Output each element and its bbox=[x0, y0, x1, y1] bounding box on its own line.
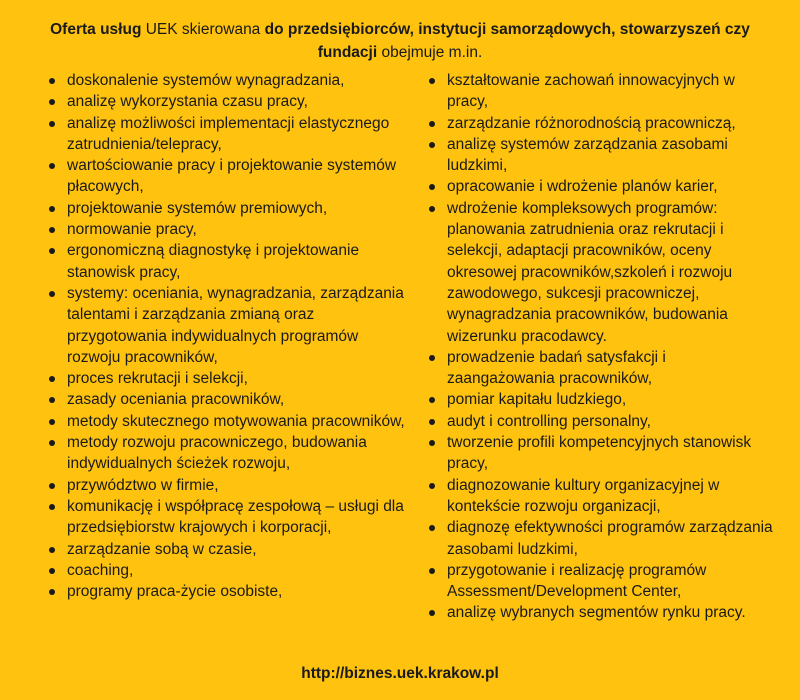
list-item: diagnozę efektywności programów zarządzania zasobami ludzkimi, bbox=[427, 517, 777, 560]
list-item: doskonalenie systemów wynagradzania, bbox=[47, 70, 405, 91]
list-item: wdrożenie kompleksowych programów: planowania zatrudnienia oraz rekrutacji i selekcji, adaptacji pracowników, oceny okresowej pracowników,szkoleń i rozwoju zawodowego, sukcesji pracowniczej, wynagradzania pracowników, budowania wizerunku pracodawcy. bbox=[427, 198, 777, 347]
list-item: coaching, bbox=[47, 560, 405, 581]
list-item: proces rekrutacji i selekcji, bbox=[47, 368, 405, 389]
list-item: projektowanie systemów premiowych, bbox=[47, 198, 405, 219]
list-item: analizę możliwości implementacji elastycznego zatrudnienia/telepracy, bbox=[47, 113, 405, 156]
list-item: analizę wykorzystania czasu pracy, bbox=[47, 91, 405, 112]
list-item: ergonomiczną diagnostykę i projektowanie stanowisk pracy, bbox=[47, 240, 405, 283]
website-url: http://biznes.uek.krakow.pl bbox=[301, 665, 499, 682]
list-item: metody skutecznego motywowania pracowników, bbox=[47, 411, 405, 432]
list-item: kształtowanie zachowań innowacyjnych w pracy, bbox=[427, 70, 777, 113]
list-item: analizę wybranych segmentów rynku pracy. bbox=[427, 602, 777, 623]
list-item: zasady oceniania pracowników, bbox=[47, 389, 405, 410]
list-item: analizę systemów zarządzania zasobami ludzkimi, bbox=[427, 134, 777, 177]
list-item: przygotowanie i realizację programów Assessment/Development Center, bbox=[427, 560, 777, 603]
list-item: programy praca-życie osobiste, bbox=[47, 581, 405, 602]
list-item: normowanie pracy, bbox=[47, 219, 405, 240]
heading-bold-1: Oferta usług bbox=[50, 21, 142, 38]
right-services-list bbox=[427, 70, 777, 624]
list-item: metody rozwoju pracowniczego, budowania indywidualnych ścieżek rozwoju, bbox=[47, 432, 405, 475]
list-item: komunikację i współpracę zespołową – usługi dla przedsiębiorstw krajowych i korporacji, bbox=[47, 496, 405, 539]
list-item: pomiar kapitału ludzkiego, bbox=[427, 389, 777, 410]
heading-text-4: obejmuje m.in. bbox=[377, 44, 483, 61]
heading-bold-3: do przedsiębiorców, instytucji samorządowych, stowarzyszeń czy fundacji bbox=[264, 21, 750, 61]
list-item: audyt i controlling personalny, bbox=[427, 411, 777, 432]
list-item: opracowanie i wdrożenie planów karier, bbox=[427, 176, 777, 197]
list-item: prowadzenie badań satysfakcji i zaangażowania pracowników, bbox=[427, 347, 777, 390]
list-item: przywództwo w firmie, bbox=[47, 475, 405, 496]
left-services-list bbox=[47, 70, 405, 602]
list-item: zarządzanie różnorodnością pracowniczą, bbox=[427, 113, 777, 134]
list-item: diagnozowanie kultury organizacyjnej w kontekście rozwoju organizacji, bbox=[427, 475, 777, 518]
list-item: wartościowanie pracy i projektowanie systemów płacowych, bbox=[47, 155, 405, 198]
heading-text-2: UEK skierowana bbox=[141, 21, 265, 38]
list-item: zarządzanie sobą w czasie, bbox=[47, 539, 405, 560]
list-item: tworzenie profili kompetencyjnych stanowisk pracy, bbox=[427, 432, 777, 475]
list-item: systemy: oceniania, wynagradzania, zarządzania talentami i zarządzania zmianą oraz przygotowania indywidualnych programów rozwoju pracowników, bbox=[47, 283, 405, 368]
offer-heading bbox=[30, 18, 770, 64]
